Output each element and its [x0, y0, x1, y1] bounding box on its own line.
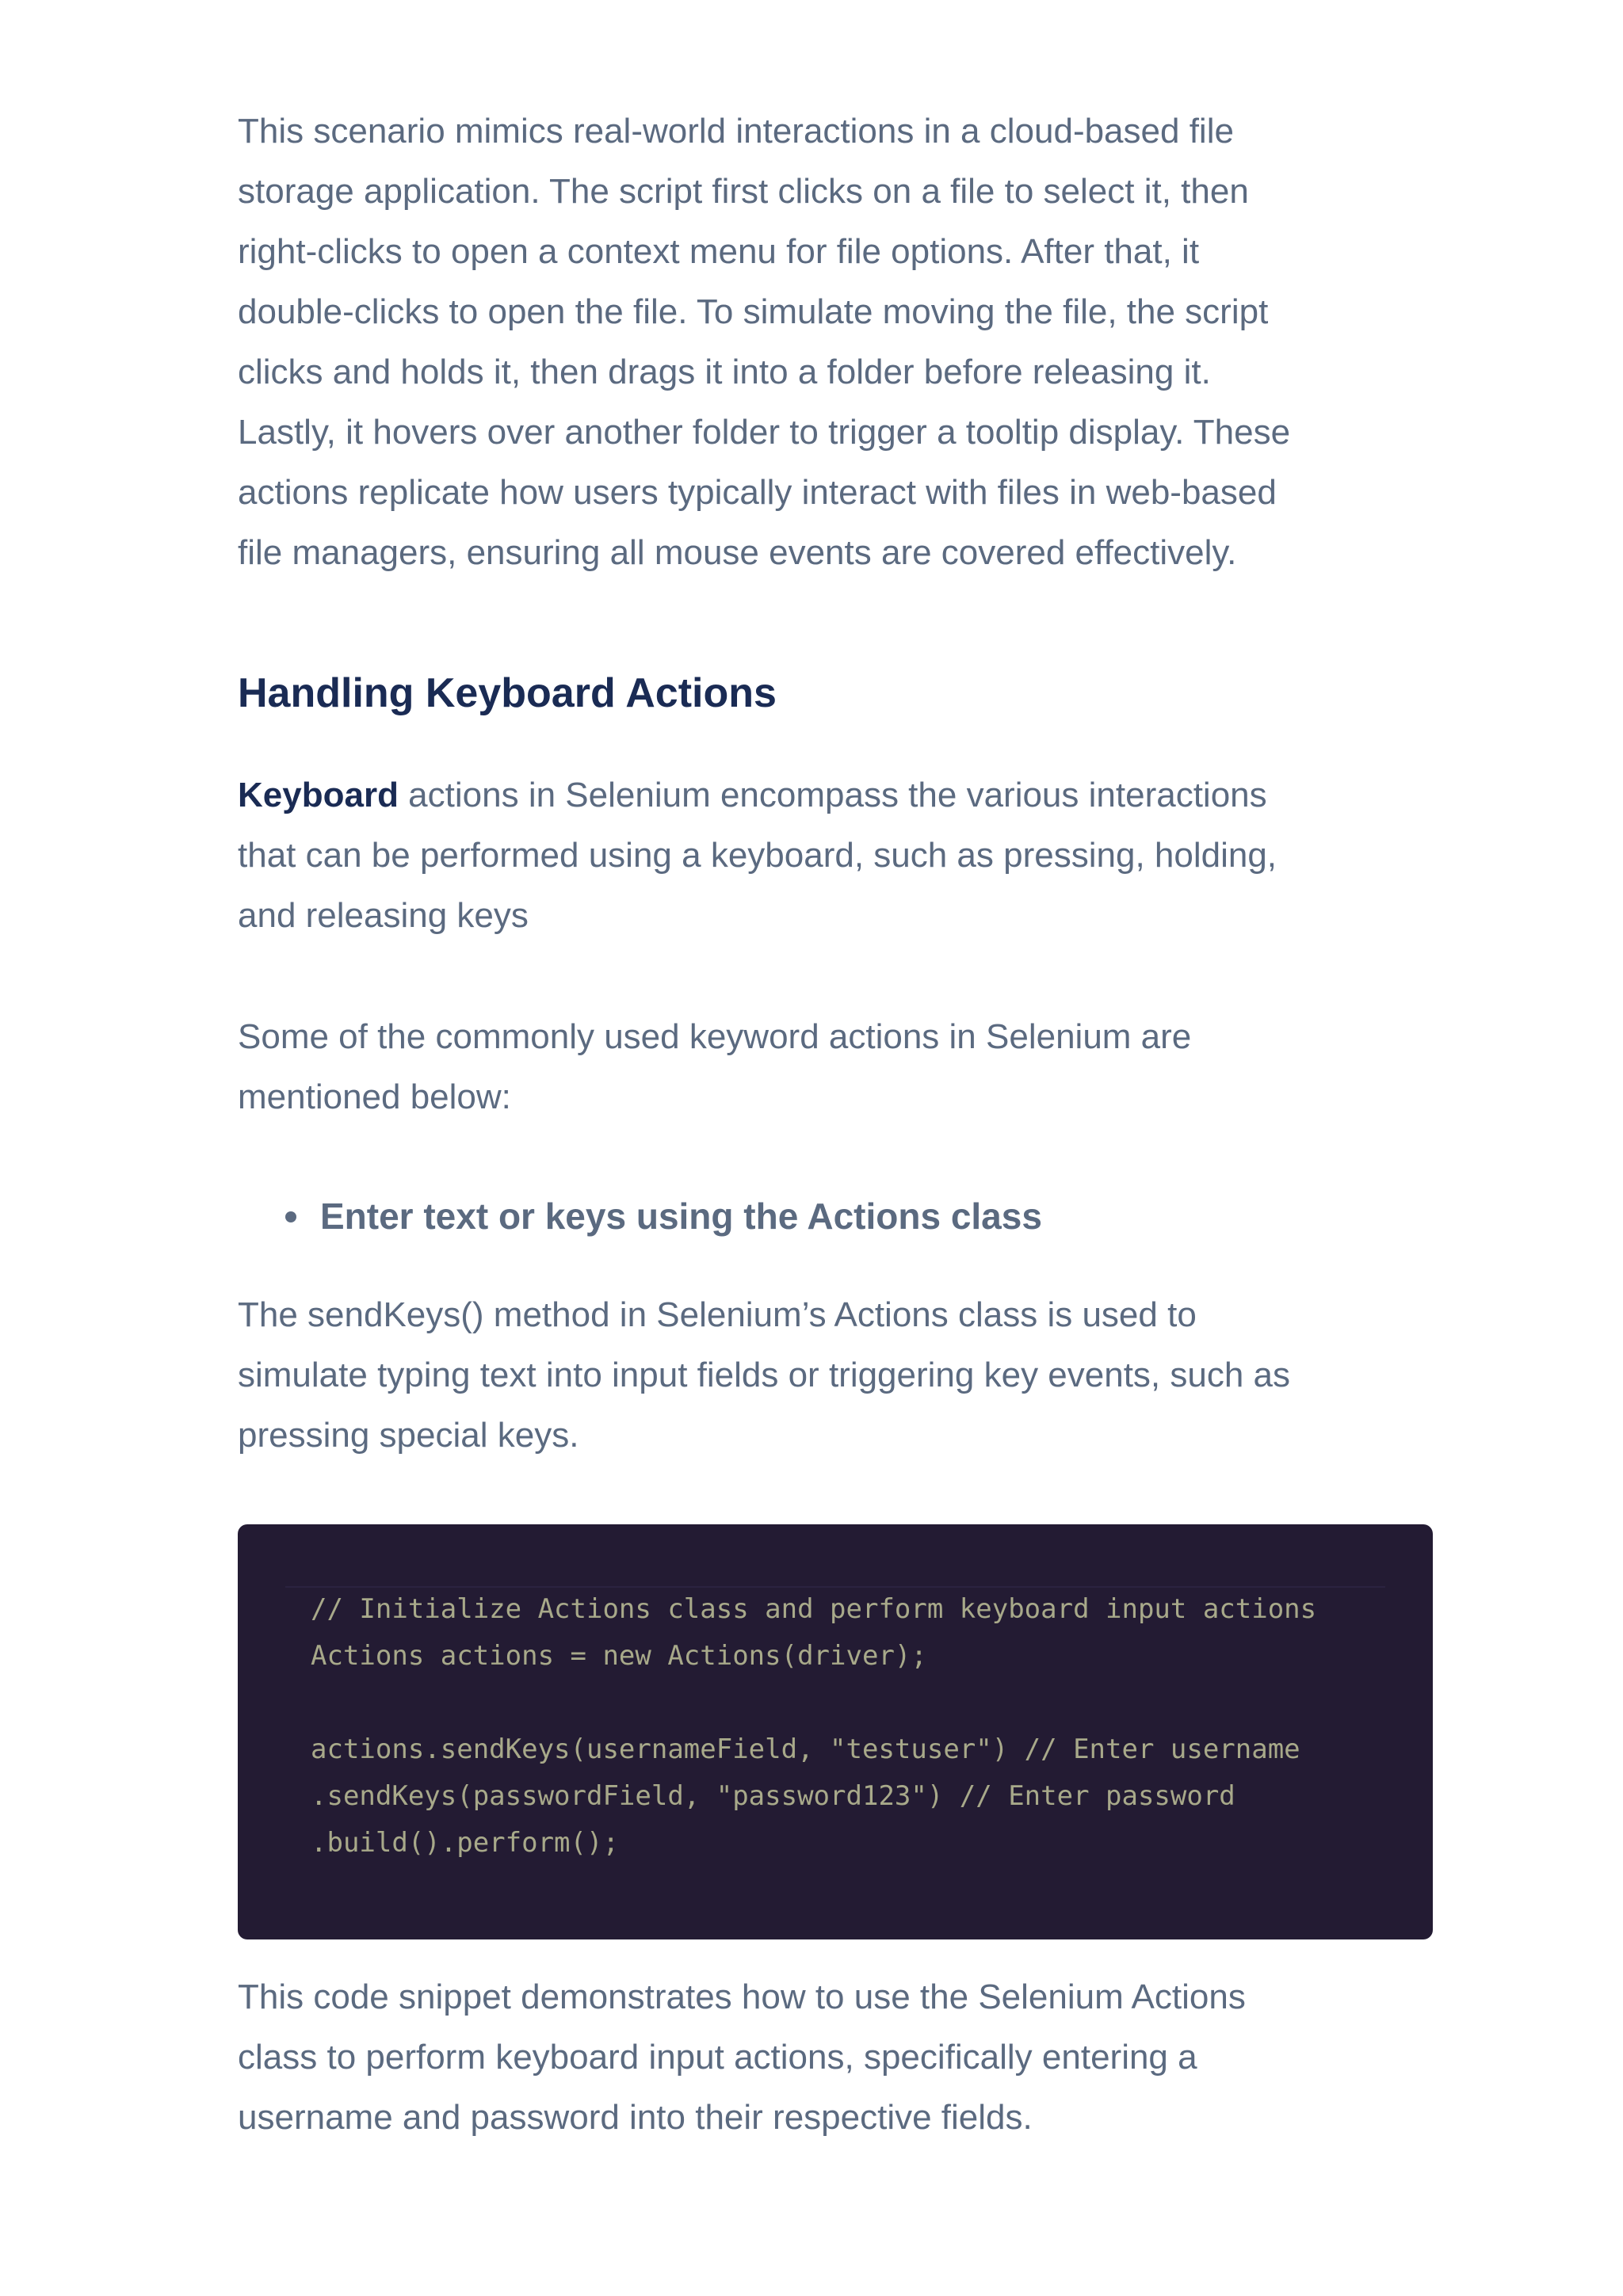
code-line: .build().perform(); [311, 1827, 619, 1859]
keyboard-line-1 [238, 765, 1433, 826]
list-item [238, 1188, 1433, 1244]
closing-paragraph [238, 1967, 1433, 2148]
intro-line: double-clicks to open the file. To simulate moving the file, the script [238, 292, 1269, 331]
intro-line: clicks and holds it, then drags it into a folder before releasing it. [238, 353, 1211, 391]
code-line: // Initialize Actions class and perform keyboard input actions [311, 1593, 1317, 1625]
code-line [311, 1680, 1385, 1726]
keyboard-bold-word: Keyboard [238, 776, 399, 814]
code-line: .sendKeys(passwordField, "password123") // Enter password [311, 1780, 1235, 1812]
bullet-list [238, 1188, 1433, 1244]
closing-line-2: class to perform keyboard input actions, specifically entering a [238, 2038, 1197, 2077]
intro-line: right-clicks to open a context menu for file options. After that, it [238, 232, 1200, 271]
sendkeys-line-3: pressing special keys. [238, 1416, 579, 1455]
intro-line: actions replicate how users typically interact with files in web-based [238, 473, 1277, 512]
intro-line: Lastly, it hovers over another folder to trigger a tooltip display. These [238, 413, 1291, 452]
bullet-list-container [238, 1188, 1433, 1244]
code-block[interactable] [238, 1524, 1433, 1939]
keyboard-paragraph [238, 765, 1433, 946]
common-actions-paragraph [238, 1007, 1433, 1127]
intro-paragraph [238, 101, 1433, 583]
closing-line-3: username and password into their respective fields. [238, 2098, 1033, 2137]
code-line: actions.sendKeys(usernameField, "testuser") // Enter username [311, 1733, 1300, 1765]
intro-line: This scenario mimics real-world interactions in a cloud-based file [238, 112, 1234, 151]
sendkeys-line-2: simulate typing text into input fields or triggering key events, such as [238, 1356, 1291, 1394]
keyboard-line-2: that can be performed using a keyboard, such as pressing, holding, [238, 836, 1277, 875]
sendkeys-line-1: The sendKeys() method in Selenium’s Actions class is used to [238, 1295, 1197, 1334]
keyboard-line-1-rest: actions in Selenium encompass the various interactions [398, 776, 1267, 814]
bullet-item-text: Enter text or keys using the Actions class [320, 1196, 1042, 1237]
intro-line: file managers, ensuring all mouse events are covered effectively. [238, 533, 1237, 572]
closing-line-1: This code snippet demonstrates how to use the Selenium Actions [238, 1978, 1246, 2016]
keyboard-line-3: and releasing keys [238, 896, 529, 935]
code-line: Actions actions = new Actions(driver); [311, 1640, 927, 1672]
section-heading: Handling Keyboard Actions [238, 670, 777, 716]
code-content[interactable] [311, 1586, 1385, 1867]
common-actions-line-2: mentioned below: [238, 1077, 511, 1116]
intro-line: storage application. The script first clicks on a file to select it, then [238, 172, 1249, 211]
sendkeys-paragraph [238, 1285, 1433, 1466]
common-actions-line-1: Some of the commonly used keyword actions in Selenium are [238, 1017, 1192, 1056]
bullet-dot-icon [285, 1211, 296, 1222]
